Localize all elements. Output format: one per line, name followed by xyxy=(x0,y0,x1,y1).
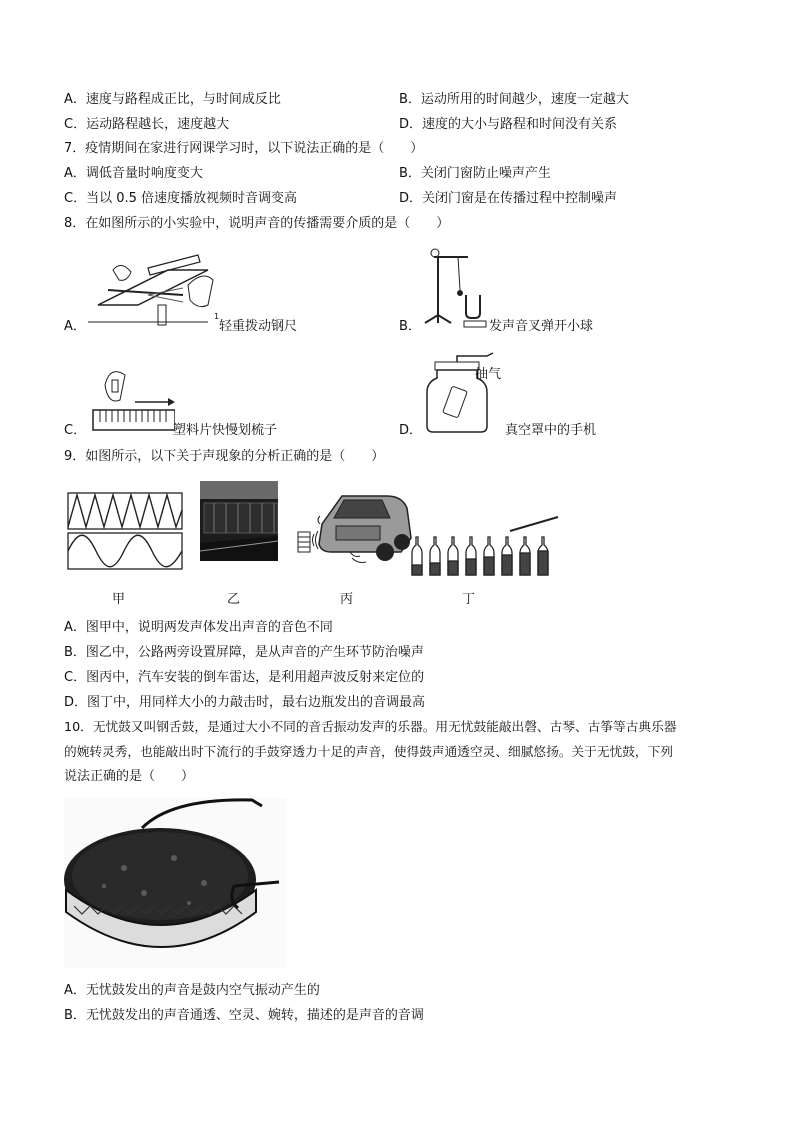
q10-option-b: B．无忧鼓发出的声音通透、空灵、婉转，描述的是声音的音调 xyxy=(64,1008,424,1023)
waveform-figure xyxy=(66,490,188,576)
fig-label-bing: 丙 xyxy=(340,592,354,607)
steel-tongue-drum-photo xyxy=(64,798,286,968)
steel-ruler-figure xyxy=(88,250,218,330)
q10-option-a: A．无忧鼓发出的声音是鼓内空气振动产生的 xyxy=(64,983,320,998)
q8-option-a-label: A． xyxy=(64,319,86,334)
q6-option-b: B．运动所用的时间越少，速度一定越大 xyxy=(399,92,629,107)
q8-option-d-caption: 真空罩中的手机 xyxy=(505,423,597,438)
q7-option-a: A．调低音量时响度变大 xyxy=(64,166,203,181)
q9-option-a: A．图甲中，说明两发声体发出声音的音色不同 xyxy=(64,620,333,635)
q8-option-b-caption: 发声音叉弹开小球 xyxy=(489,319,594,334)
car-radar-figure xyxy=(292,482,412,578)
q6-option-d: D．速度的大小与路程和时间没有关系 xyxy=(399,117,618,132)
vacuum-jar-figure xyxy=(425,348,500,436)
q6-option-c: C．运动路程越长，速度越大 xyxy=(64,117,230,132)
tuning-fork-figure xyxy=(420,245,490,335)
q8-option-c-caption: 塑料片快慢划梳子 xyxy=(173,423,278,438)
q7-option-d: D．关闭门窗是在传播过程中控制噪声 xyxy=(399,191,618,206)
comb-figure xyxy=(90,360,175,435)
fig-label-ding: 丁 xyxy=(462,592,476,607)
noise-barrier-photo xyxy=(200,481,278,561)
q8-stem: 8．在如图所示的小实验中，说明声音的传播需要介质的是（ ） xyxy=(64,216,450,231)
q7-stem: 7．疫情期间在家进行网课学习时，以下说法正确的是（ ） xyxy=(64,141,424,156)
q8-option-b-label: B． xyxy=(399,319,421,334)
q7-option-b: B．关闭门窗防止噪声产生 xyxy=(399,166,551,181)
q7-option-c: C．当以 0.5 倍速度播放视频时音调变高 xyxy=(64,191,298,206)
q10-stem-line-1: 10．无忧鼓又叫钢舌鼓，是通过大小不同的音舌振动发声的乐器。用无忧鼓能敲出磬、古琴、古筝等古典乐器 xyxy=(64,719,677,734)
q8-option-a-caption: 轻重拨动钢尺 xyxy=(219,319,298,334)
q8-option-d-label: D． xyxy=(399,423,423,438)
q9-option-b: B．图乙中，公路两旁设置屏障，是从声音的产生环节防治噪声 xyxy=(64,645,424,660)
q9-stem: 9．如图所示，以下关于声现象的分析正确的是（ ） xyxy=(64,449,385,464)
q10-stem-line-2: 的婉转灵秀，也能敲出时下流行的手鼓穿透力十足的声音，使得鼓声通透空灵、细腻悠扬。关于无忧鼓，下列 xyxy=(64,744,673,759)
q8-option-d-pump-label: 抽气 xyxy=(475,367,502,382)
bottles-figure xyxy=(410,515,560,583)
q10-stem-line-3: 说法正确的是（ ） xyxy=(64,769,195,784)
q6-option-a: A．速度与路程成正比，与时间成反比 xyxy=(64,92,281,107)
q9-option-c: C．图丙中，汽车安装的倒车雷达，是利用超声波反射来定位的 xyxy=(64,670,425,685)
q8-option-a-mark: 1 xyxy=(214,312,220,321)
q8-option-c-label: C． xyxy=(64,423,87,438)
q9-option-d: D．图丁中，用同样大小的力敲击时，最右边瓶发出的音调最高 xyxy=(64,695,426,710)
fig-label-jia: 甲 xyxy=(112,592,126,607)
fig-label-yi: 乙 xyxy=(227,592,241,607)
